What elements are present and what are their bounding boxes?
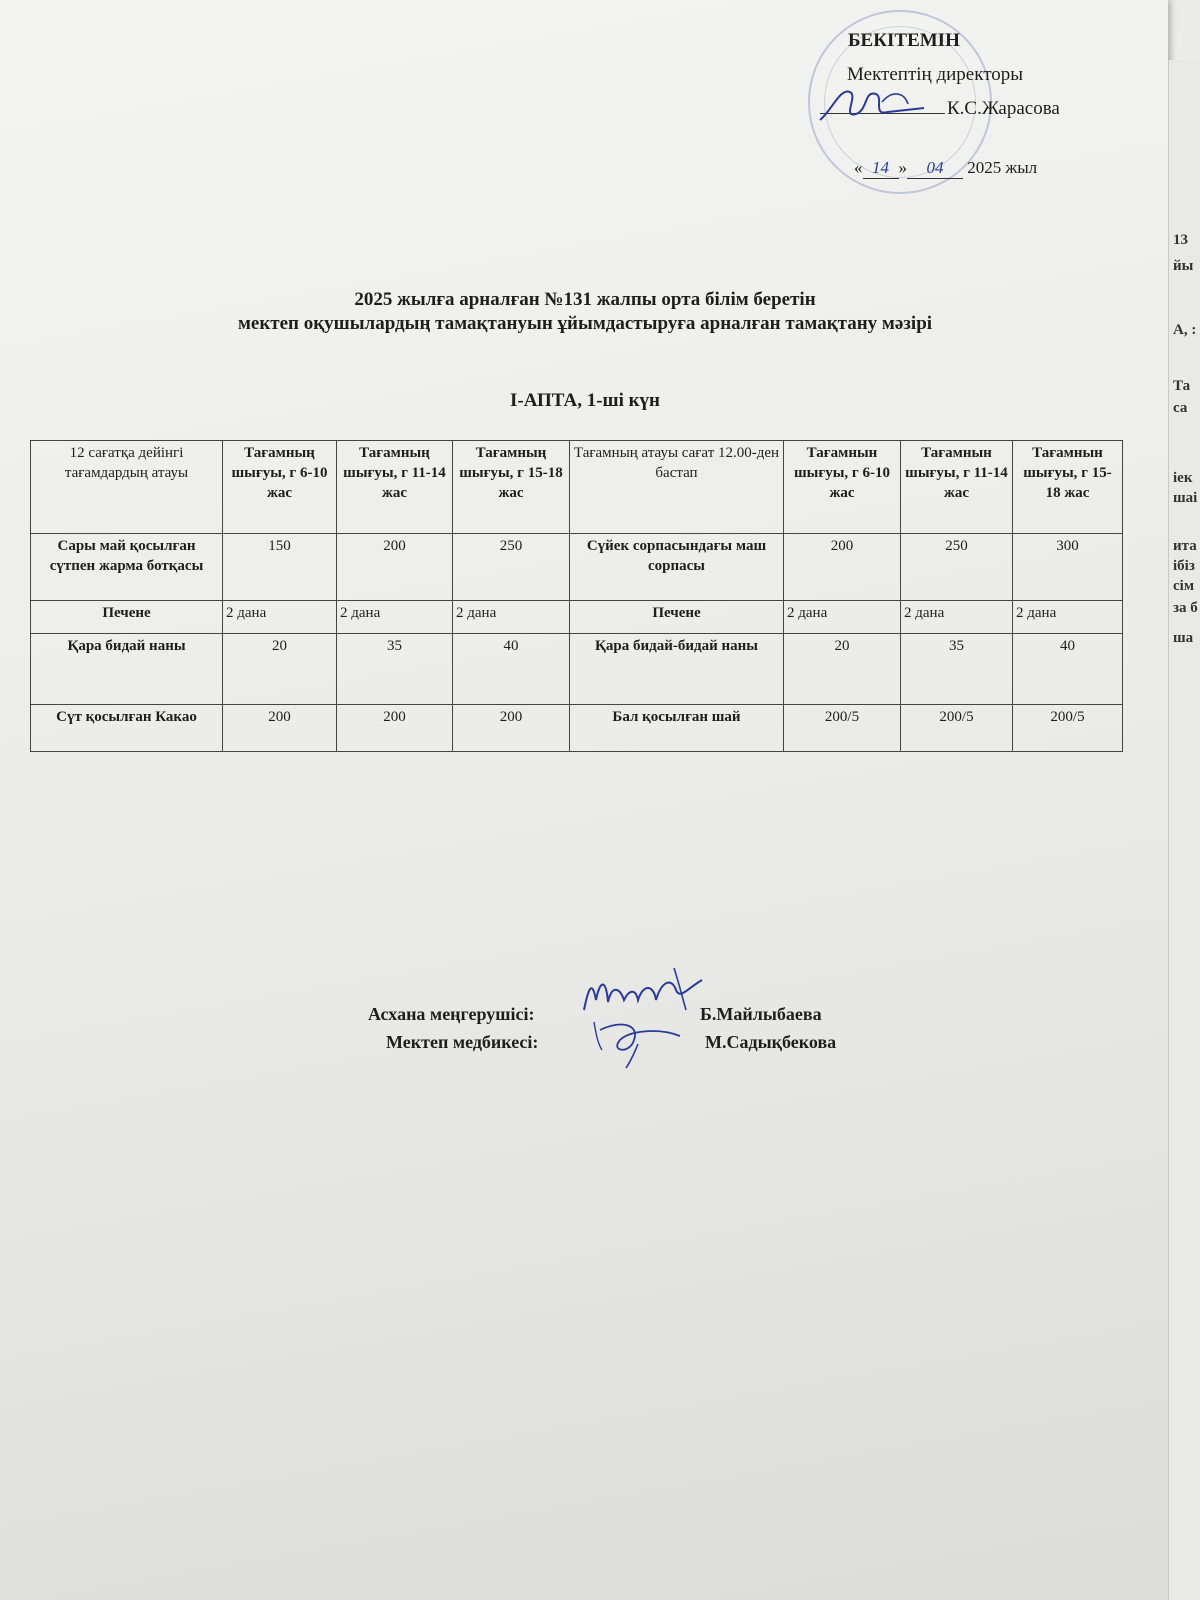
approval-role: Мектептің директоры xyxy=(847,64,1024,85)
header-afternoon-dish: Тағамның атауы сағат 12.00-ден бастап xyxy=(570,441,784,534)
cell-yield: 200 xyxy=(784,534,901,601)
nurse-signature xyxy=(590,1010,700,1070)
cell-yield: 2 дана xyxy=(1013,601,1123,634)
approval-date xyxy=(854,158,1037,179)
adjacent-fragment: ша xyxy=(1173,630,1194,646)
title-line-1: 2025 жылға арналған №131 жалпы орта білім беретін xyxy=(354,289,816,310)
cell-morning-dish: Печене xyxy=(31,601,223,634)
cell-afternoon-dish: Печене xyxy=(570,601,784,634)
header-yield-15-18-pm: Тағамнын шығуы, г 15-18 жас xyxy=(1013,441,1123,534)
cell-yield: 20 xyxy=(784,634,901,705)
cell-morning-dish: Қара бидай наны xyxy=(31,634,223,705)
table-header-row xyxy=(31,441,1123,534)
cell-yield: 2 дана xyxy=(453,601,570,634)
adjacent-fragment: сім xyxy=(1173,578,1195,594)
cell-yield: 200 xyxy=(337,534,453,601)
canteen-head-role: Асхана меңгерушісі: xyxy=(368,1004,535,1024)
table-row xyxy=(31,601,1123,634)
director-signature xyxy=(812,80,932,130)
adjacent-fragment: 13 xyxy=(1173,232,1188,248)
adjacent-fragment: Та xyxy=(1173,378,1191,394)
header-yield-15-18: Тағамның шығуы, г 15-18 жас xyxy=(453,441,570,534)
week-day-heading: І-АПТА, 1-ші күн xyxy=(510,390,660,411)
nurse-name: М.Садықбекова xyxy=(705,1032,837,1052)
adjacent-fragment: шаі xyxy=(1173,490,1198,506)
menu-table xyxy=(30,440,1123,752)
cell-yield: 2 дана xyxy=(337,601,453,634)
adjacent-fragment: ита xyxy=(1173,538,1197,554)
header-yield-11-14-pm: Тағамнын шығуы, г 11-14 жас xyxy=(901,441,1013,534)
cell-afternoon-dish: Сүйек сорпасындағы маш сорпасы xyxy=(570,534,784,601)
cell-afternoon-dish: Бал қосылған шай xyxy=(570,705,784,752)
header-yield-11-14: Тағамның шығуы, г 11-14 жас xyxy=(337,441,453,534)
title-line-2: мектеп оқушылардың тамақтануын ұйымдастыруға арналған тамақтану мәзірі xyxy=(237,313,933,334)
cell-yield: 200 xyxy=(453,705,570,752)
cell-morning-dish: Сүт қосылған Какао xyxy=(31,705,223,752)
adjacent-page-edge xyxy=(1168,60,1200,1600)
cell-yield: 40 xyxy=(453,634,570,705)
cell-yield: 200 xyxy=(337,705,453,752)
document-title xyxy=(60,288,1110,336)
cell-yield: 2 дана xyxy=(784,601,901,634)
adjacent-fragment: са xyxy=(1173,400,1188,416)
cell-yield: 200/5 xyxy=(1013,705,1123,752)
table-row xyxy=(31,634,1123,705)
cell-yield: 40 xyxy=(1013,634,1123,705)
date-close-quote: » xyxy=(898,158,907,177)
cell-yield: 200/5 xyxy=(784,705,901,752)
cell-yield: 20 xyxy=(223,634,337,705)
date-year: 2025 жыл xyxy=(967,158,1038,177)
cell-yield: 2 дана xyxy=(223,601,337,634)
approval-title: БЕКІТЕМІН xyxy=(848,30,960,51)
nurse-role: Мектеп медбикесі: xyxy=(386,1032,539,1052)
cell-yield: 200 xyxy=(223,705,337,752)
header-yield-6-10-pm: Тағамнын шығуы, г 6-10 жас xyxy=(784,441,901,534)
canteen-head-name: Б.Майлыбаева xyxy=(700,1004,822,1024)
header-yield-6-10: Тағамның шығуы, г 6-10 жас xyxy=(223,441,337,534)
date-month: 04 xyxy=(907,158,963,179)
cell-yield: 35 xyxy=(337,634,453,705)
header-morning-dish: 12 сағатқа дейінгі тағамдардың атауы xyxy=(31,441,223,534)
cell-morning-dish: Сары май қосылған сүтпен жарма ботқасы xyxy=(31,534,223,601)
cell-yield: 250 xyxy=(453,534,570,601)
cell-yield: 200/5 xyxy=(901,705,1013,752)
adjacent-fragment: йы xyxy=(1173,258,1194,274)
date-day: 14 xyxy=(863,158,899,179)
adjacent-fragment: за б xyxy=(1173,600,1198,616)
director-name: К.С.Жарасова xyxy=(947,98,1060,119)
table-row xyxy=(31,534,1123,601)
cell-yield: 2 дана xyxy=(901,601,1013,634)
cell-afternoon-dish: Қара бидай-бидай наны xyxy=(570,634,784,705)
adjacent-fragment: А, : xyxy=(1173,322,1197,338)
date-open-quote: « xyxy=(854,158,863,177)
cell-yield: 35 xyxy=(901,634,1013,705)
adjacent-fragment: іек xyxy=(1173,470,1193,486)
cell-yield: 300 xyxy=(1013,534,1123,601)
cell-yield: 150 xyxy=(223,534,337,601)
cell-yield: 250 xyxy=(901,534,1013,601)
adjacent-fragment: ібіз xyxy=(1173,558,1195,574)
table-row xyxy=(31,705,1123,752)
